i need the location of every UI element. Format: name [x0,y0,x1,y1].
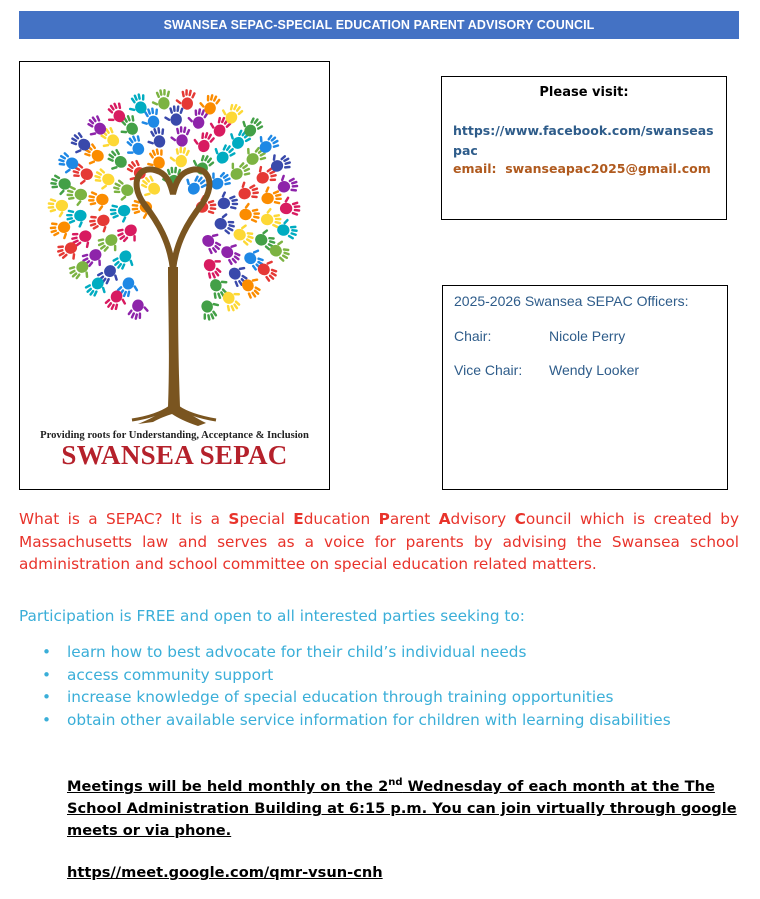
list-item: • learn how to best advocate for their child’s individual needs [19,641,739,664]
meeting-text-1: Meetings will be held monthly on the 2 [67,778,389,795]
tree-trunk [138,267,206,426]
handprint-icon [267,149,294,175]
facebook-link[interactable]: https://www.facebook.com/swanseaspac [453,123,714,158]
handprint-icon [144,126,168,150]
handprint-icon [109,203,131,224]
list-item: • access community support [19,664,739,687]
initial-s: S [228,510,240,528]
handprint-icon [280,196,301,216]
list-item: • increase knowledge of special education through training opportunities [19,686,739,709]
handprint-icon [254,129,282,157]
handprint-icon [218,239,246,267]
handprint-icon [168,145,190,168]
handprint-icon [198,297,223,322]
page-banner: SWANSEA SEPAC-SPECIAL EDUCATION PARENT ADVISORY COUNCIL [19,11,739,39]
sepac-logo [19,61,330,490]
email-link[interactable]: swanseapac2025@gmail.com [505,161,711,176]
email-label: email: [453,161,497,176]
logo-tagline: Providing roots for Understanding, Acceptance & Inclusion [40,430,309,441]
handprint-icon [83,274,111,302]
initial-c: C [514,510,526,528]
handprint-icon [231,221,258,247]
officers-title: 2025-2026 Swansea SEPAC Officers: [454,293,689,309]
contact-box [441,76,727,220]
handprint-icon [49,219,73,242]
handprint-icon [87,191,109,213]
meeting-ordinal: nd [388,777,403,789]
handprint-icon [237,112,265,140]
handprint-icon [169,125,191,147]
handprint-icon [239,202,261,224]
handprint-icon [47,198,68,218]
intro-word-special: pecial [239,510,294,528]
officer-role-chair: Chair: [454,328,492,344]
list-item: • obtain other available service information for children with learning disabilities [19,709,739,732]
intro-tail: which is created by Massachusetts law and serves as a voice for parents by advising the Swansea school administration and school committee on special education related matters. [19,510,740,573]
intro-lead: What is a SEPAC? It is a [19,510,229,528]
handprint-icon [90,167,117,193]
officer-name-chair: Nicole Perry [549,328,626,344]
handprint-icon [88,212,112,236]
handprint-icon [120,133,147,161]
sepac-intro [19,508,739,576]
logo-name: SWANSEA SEPAC [61,440,288,470]
participation-list [19,641,739,731]
handprint-tree-illustration [20,62,331,491]
initial-p: P [378,510,390,528]
initial-a: A [438,510,451,528]
officer-name-vice-chair: Wendy Looker [549,362,640,378]
email-line [453,161,711,176]
handprint-icon [66,257,94,285]
handprint-icon [126,297,151,323]
handprint-icon [190,128,216,155]
participation-statement: Participation is FREE and open to all interested parties seeking to: [19,607,525,625]
contact-title: Please visit: [539,85,629,100]
google-meet-link[interactable]: https//meet.google.com/qmr-vsun-cnh [67,864,383,881]
meeting-text-2: Wednesday of each month at the The School Administration Building at 6:15 p.m. You can join virtually through google meets or via phone. [67,778,737,839]
handprint-icon [102,147,130,175]
officers-box [442,285,728,490]
handprint-icon [217,190,239,211]
initial-e: E [293,510,304,528]
handprint-icon [236,179,260,203]
handprint-icon [115,221,143,248]
intro-word-council: ouncil [525,510,572,528]
handprint-icon [55,239,82,265]
officer-role-vice-chair: Vice Chair: [454,362,523,378]
handprint-icon [200,254,227,282]
intro-word-advisory: dvisory [450,510,515,528]
intro-word-education: ducation [303,510,379,528]
handprint-icon [150,88,171,110]
handprint-icon [276,172,300,195]
intro-word-parent: arent [389,510,439,528]
meeting-info [67,776,739,842]
